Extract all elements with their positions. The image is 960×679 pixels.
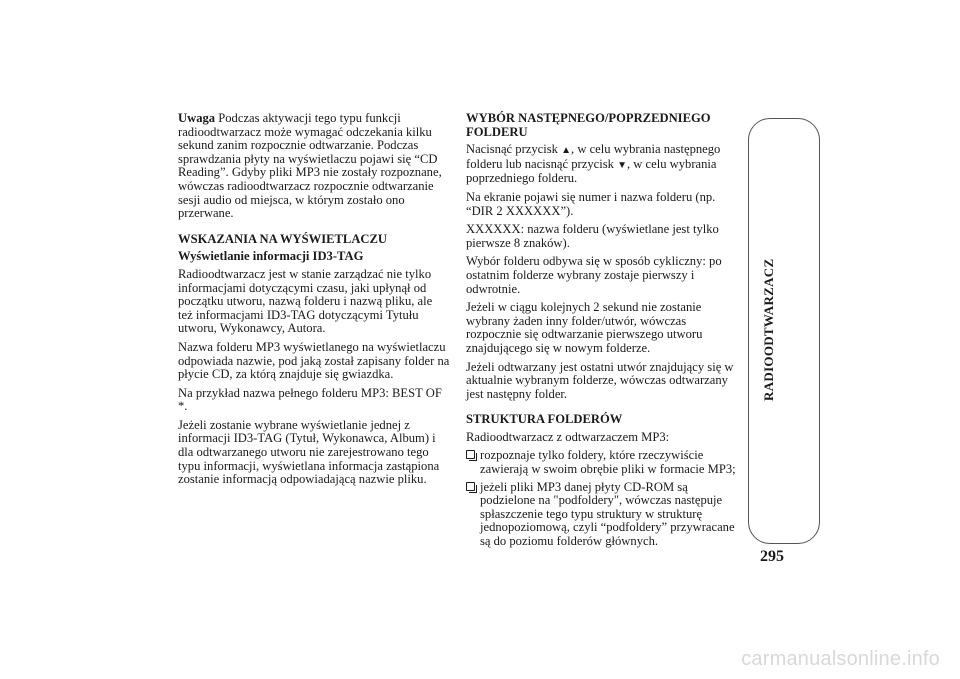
checkbox-bullet-icon [466, 450, 475, 459]
list-item [466, 449, 740, 476]
body-paragraph: Na ekranie pojawi się numer i nazwa folderu (np. “DIR 2 XXXXXX”). [466, 189, 716, 218]
watermark: carmanualsonline.info [741, 648, 940, 670]
chapter-tab-label: RADIOODTWARZACZ [761, 258, 776, 402]
text-fragment: , w celu wybrania poprzedniego folderu. [466, 156, 717, 186]
body-paragraph: Radioodtwarzacz z odtwarzaczem MP3: [466, 429, 670, 444]
note-paragraph [178, 112, 450, 221]
checkbox-bullet-icon [466, 482, 475, 491]
list-item-text: rozpoznaje tylko foldery, które rzeczywiście zawierają w swoim obrębie pliki w formacie MP3; [480, 448, 736, 477]
text-fragment: , w celu wybrania następnego folderu lub nacisnąć przycisk [466, 142, 721, 171]
arrow-down-icon: ▼ [617, 159, 627, 171]
section-heading-folder-select: WYBÓR NASTĘPNEGO/POPRZEDNIEGO FOLDERU [466, 111, 711, 139]
bullet-list [466, 449, 740, 548]
page-number: 295 [760, 548, 784, 565]
section-heading-display: WSKAZANIA NA WYŚWIETLACZU [178, 231, 388, 246]
body-paragraph: Nazwa folderu MP3 wyświetlanego na wyświetlaczu odpowiada nazwie, pod jaką został zapisany folder na płycie CD, za którą znajduje się gwiazdka. [178, 339, 450, 382]
note-label: Uwaga [178, 111, 216, 125]
note-text: Podczas aktywacji tego typu funkcji radioodtwarzacz może wymagać odczekania kilku sekund zanim rozpocznie odtwarzanie. Podczas sprawdzania płyty na wyświetlaczu pojawi się “CD Reading”. Gdyby pliki MP3 nie zostały rozpoznane, wówczas radioodtwarzacz rozpocznie odtwarzanie sesji audio od miejsca, w którym zostało ono przerwane. [178, 111, 442, 221]
list-item-text: jeżeli pliki MP3 danej płyty CD-ROM są podzielone na "podfoldery", wówczas następuje spłaszczenie tego typu struktury w strukturę jednopoziomową, czyli “podfoldery” przywracane są do poziomu folderów głównych. [480, 479, 735, 549]
left-column [178, 112, 450, 492]
body-paragraph: Radioodtwarzacz jest w stanie zarządzać nie tylko informacjami dotyczącymi czasu, jaki upłynął od początku utworu, nazwą folderu i nazwą pliku, ale też informacjami ID3-TAG dotyczącymi Tytułu utworu, Wykonawcy, Autora. [178, 266, 433, 336]
body-paragraph: Jeżeli w ciągu kolejnych 2 sekund nie zostanie wybrany żaden inny folder/utwór, wówczas rozpocznie się odtwarzanie pierwszego utworu znajdującego się w nowym folderze. [466, 300, 703, 355]
text-fragment: Nacisnąć przycisk [466, 142, 562, 157]
subheading-id3-tag: Wyświetlanie informacji ID3-TAG [178, 249, 364, 264]
body-paragraph: Wybór folderu odbywa się w sposób cykliczny: po ostatnim folderze wybrany zostaje pierwszy i odwrotnie. [466, 254, 722, 296]
body-paragraph [466, 143, 740, 186]
right-column [466, 112, 740, 553]
arrow-up-icon: ▲ [561, 145, 572, 157]
list-item [466, 481, 740, 549]
body-paragraph: Jeżeli zostanie wybrane wyświetlanie jednej z informacji ID3-TAG (Tytuł, Wykonawca, Album) i dla odtwarzanego utworu nie zarejestrowano tego typu informacji, wyświetlana informacja zastąpiona zostanie informacją odpowiadającą nazwie pliku. [178, 417, 440, 487]
body-paragraph: Na przykład nazwa pełnego folderu MP3: BEST OF *. [178, 385, 442, 414]
section-heading-folder-structure: STRUKTURA FOLDERÓW [466, 412, 623, 427]
body-paragraph: XXXXXX: nazwa folderu (wyświetlane jest tylko pierwsze 8 znaków). [466, 222, 719, 250]
body-paragraph: Jeżeli odtwarzany jest ostatni utwór znajdujący się w aktualnie wybranym folderze, wówczas odtwarzany jest następny folder. [466, 359, 734, 401]
